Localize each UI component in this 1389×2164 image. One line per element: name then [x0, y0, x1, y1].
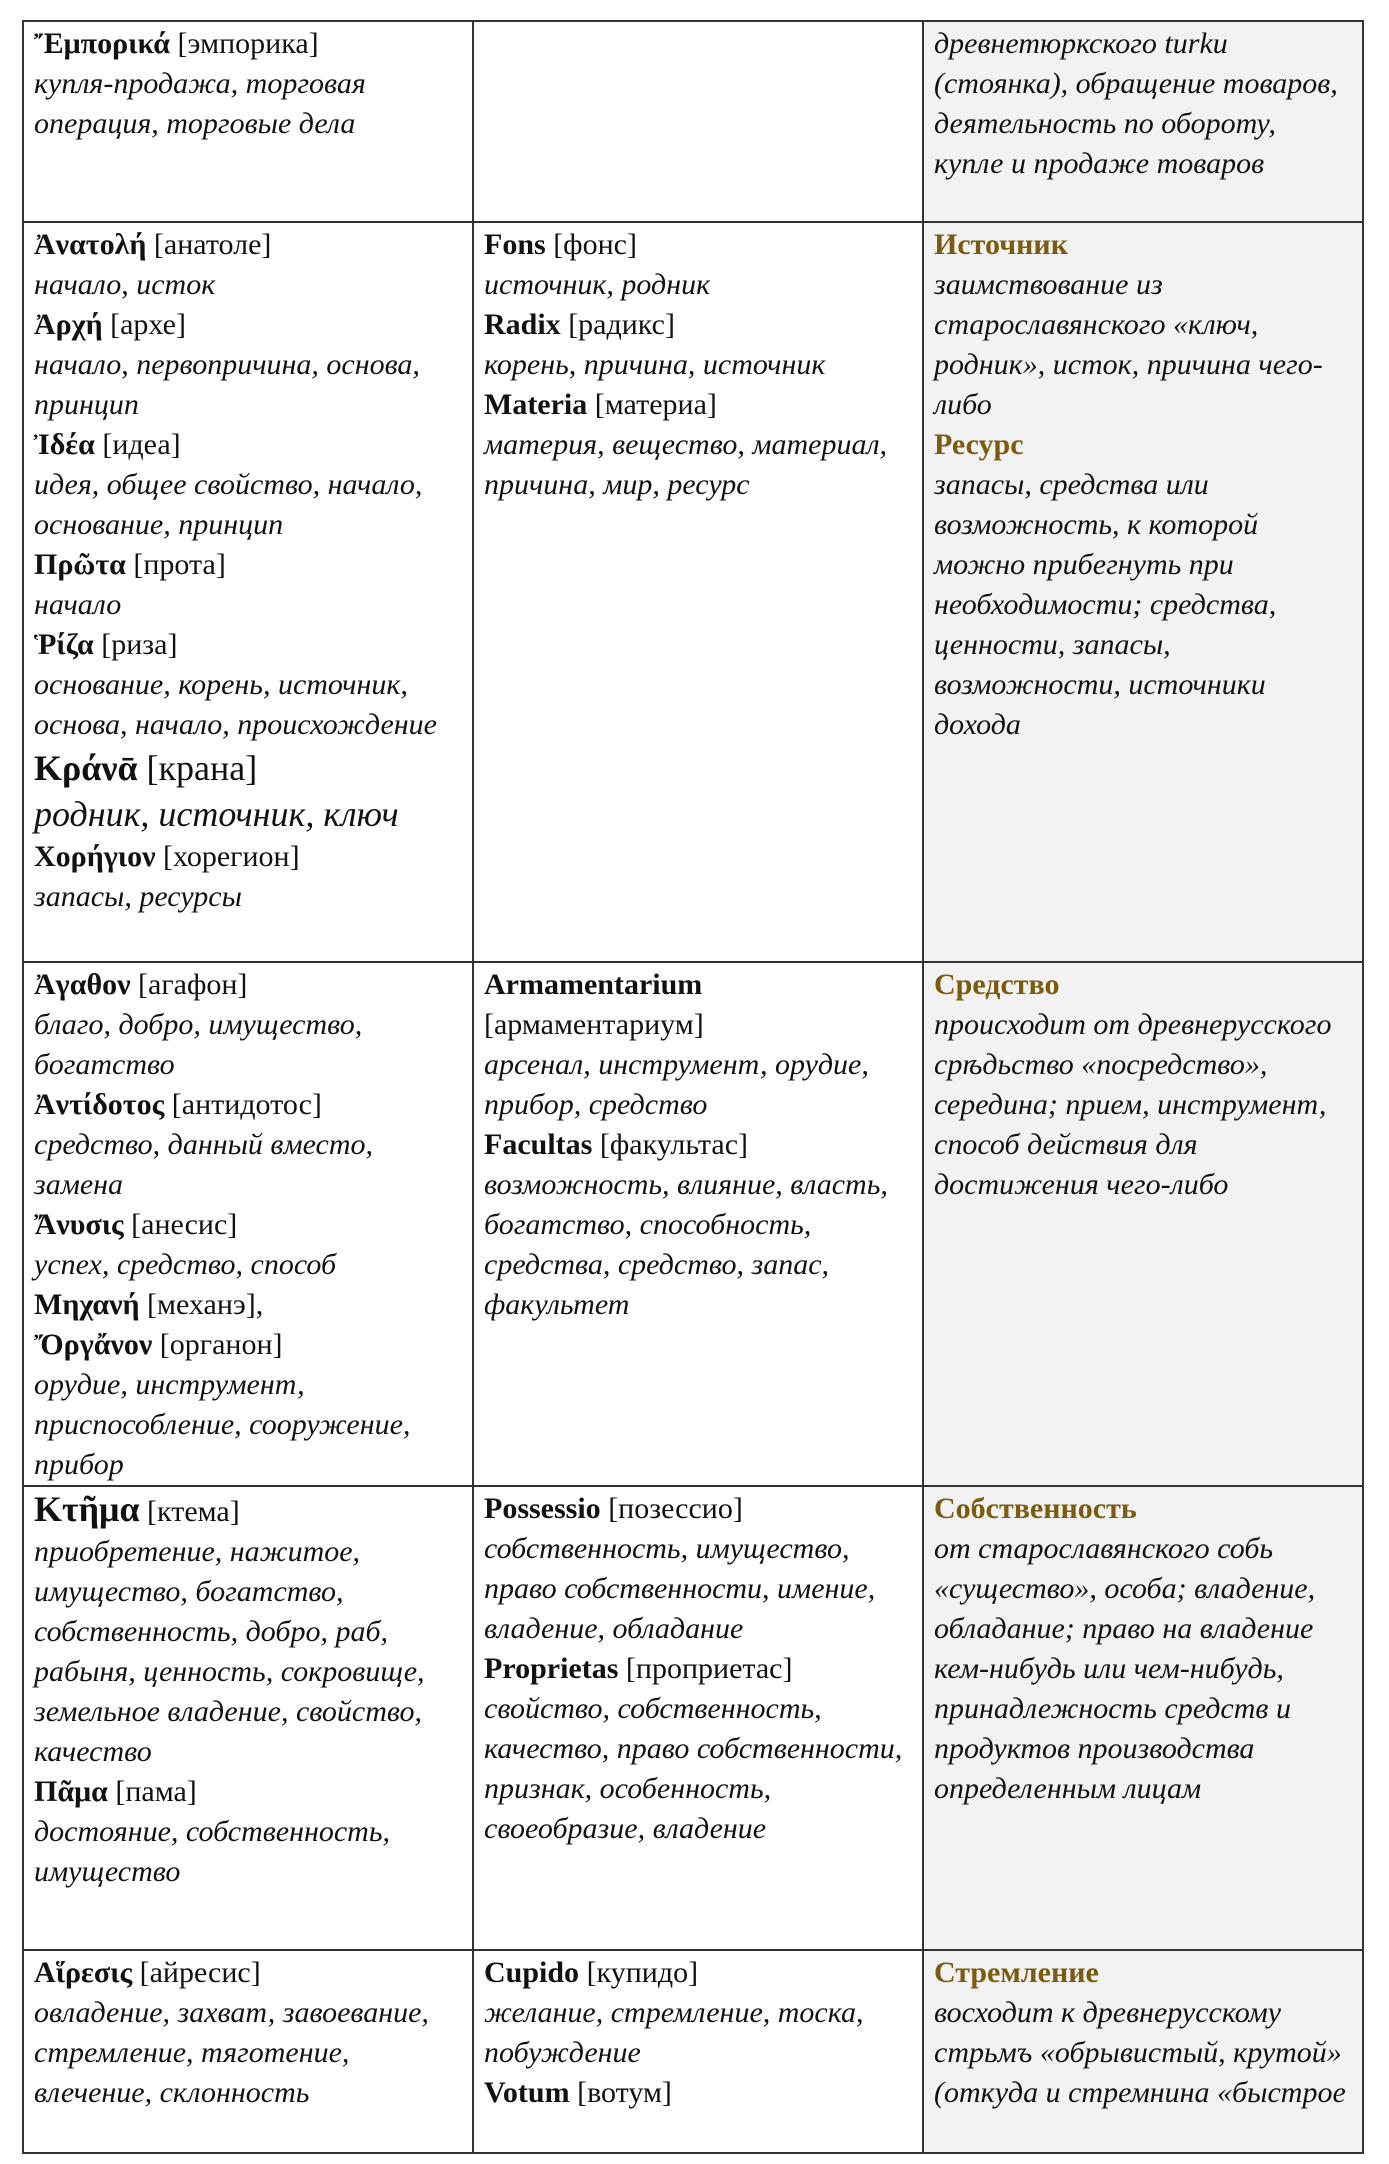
latin-term: Materia: [484, 388, 588, 421]
latin-gloss: свойство, собственность, качество, право собственности, признак, особенность, своеобразие, владение: [484, 1692, 903, 1845]
latin-entry: [484, 965, 912, 1005]
latin-cell: [473, 222, 923, 962]
latin-gloss: арсенал, инструмент, орудие, прибор, средство: [484, 1048, 869, 1121]
greek-translit: [идеа]: [102, 428, 181, 461]
latin-term: Fons: [484, 228, 546, 261]
greek-entry: [34, 1325, 462, 1365]
latin-term: Votum: [484, 2076, 570, 2109]
greek-translit: [антидотос]: [171, 1088, 322, 1121]
latin-term: Possessio: [484, 1492, 601, 1525]
greek-translit: [эмпорика]: [177, 27, 319, 60]
greek-translit: [механэ],: [147, 1288, 264, 1321]
greek-cell: [23, 21, 473, 222]
latin-translit: [армаментариум]: [484, 1008, 704, 1041]
greek-term: Ἔμπορικά: [34, 27, 171, 60]
latin-cell: [473, 1950, 923, 2153]
greek-gloss: начало: [34, 588, 122, 621]
latin-translit: [позессио]: [608, 1492, 743, 1525]
greek-term: Μηχανή: [34, 1288, 140, 1321]
latin-cell: [473, 1486, 923, 1950]
russian-cell: [923, 962, 1363, 1486]
greek-term: Κτῆμα: [34, 1489, 140, 1529]
greek-gloss: овладение, захват, завоевание, стремление, тяготение, влечение, склонность: [34, 1996, 429, 2109]
greek-gloss: начало, исток: [34, 268, 216, 301]
greek-gloss: средство, данный вместо, замена: [34, 1128, 373, 1201]
greek-entry: [34, 1205, 462, 1245]
russian-cell: [923, 1486, 1363, 1950]
russian-cell: [923, 21, 1363, 222]
latin-term: Facultas: [484, 1128, 593, 1161]
greek-term: Ἰδέα: [34, 428, 95, 461]
lexicon-table: [22, 20, 1364, 2154]
greek-cell: [23, 222, 473, 962]
table-row: [23, 222, 1363, 962]
table-row: [23, 962, 1363, 1486]
latin-translit: [фонс]: [553, 228, 637, 261]
greek-gloss: родник, источник, ключ: [34, 794, 399, 834]
latin-term: Proprietas: [484, 1652, 619, 1685]
table-row: [23, 1486, 1363, 1950]
greek-term: Πᾶμα: [34, 1775, 108, 1808]
greek-gloss: орудие, инструмент, приспособление, сооружение, прибор: [34, 1368, 411, 1481]
latin-entry: [484, 1489, 912, 1529]
latin-entry: [484, 1953, 912, 1993]
latin-term: Armamentarium: [484, 968, 703, 1001]
greek-entry: [34, 1489, 462, 1532]
greek-entry: [34, 625, 462, 665]
greek-term: Ἀγαθον: [34, 968, 131, 1001]
greek-gloss: успех, средство, способ: [34, 1248, 337, 1281]
russian-headword: Средство: [934, 968, 1060, 1001]
greek-gloss: купля-продажа, торговая операция, торговые дела: [34, 67, 366, 140]
greek-entry: [34, 745, 462, 791]
greek-entry: [34, 1085, 462, 1125]
greek-gloss: начало, первопричина, основа, принцип: [34, 348, 420, 421]
table-row: [23, 21, 1363, 222]
greek-translit: [прота]: [133, 548, 226, 581]
latin-gloss: собственность, имущество, право собственности, имение, владение, обладание: [484, 1532, 876, 1645]
greek-entry: [34, 545, 462, 585]
russian-description: запасы, средства или возможность, к которой можно прибегнуть при необходимости; средства, ценности, запасы, возможности, источники дохода: [934, 468, 1277, 741]
greek-entry: [34, 1285, 462, 1325]
latin-translit: [вотум]: [577, 2076, 672, 2109]
greek-term: Πρῶτα: [34, 548, 126, 581]
russian-headword: Ресурс: [934, 428, 1024, 461]
greek-gloss: достояние, собственность, имущество: [34, 1815, 390, 1888]
latin-entry: [484, 2073, 912, 2113]
greek-translit: [органон]: [159, 1328, 283, 1361]
greek-entry: [34, 837, 462, 877]
russian-description: происходит от древнерусского срѣдьство «посредство», середина; прием, инструмент, способ действия для достижения чего-либо: [934, 1008, 1332, 1201]
russian-cell: [923, 222, 1363, 962]
greek-entry: [34, 425, 462, 465]
greek-translit: [риза]: [101, 628, 178, 661]
greek-translit: [ктема]: [147, 1495, 240, 1528]
greek-term: Ὄργἄνον: [34, 1328, 153, 1361]
greek-cell: [23, 1950, 473, 2153]
latin-cell: [473, 962, 923, 1486]
latin-gloss: желание, стремление, тоска, побуждение: [484, 1996, 864, 2069]
table-row: [23, 1950, 1363, 2153]
greek-entry: [34, 1772, 462, 1812]
russian-description: восходит к древнерусскому стрьмъ «обрывистый, крутой» (откуда и стремнина «быстрое: [934, 1996, 1346, 2109]
latin-entry: [484, 225, 912, 265]
latin-cell: [473, 21, 923, 222]
greek-term: Αἵρεσις: [34, 1956, 133, 1989]
greek-translit: [айресис]: [139, 1956, 261, 1989]
russian-headword: Стремление: [934, 1956, 1099, 1989]
russian-headword: Собственность: [934, 1492, 1137, 1525]
greek-gloss: основание, корень, источник, основа, начало, происхождение: [34, 668, 437, 741]
latin-entry: [484, 1125, 912, 1165]
greek-entry: [34, 965, 462, 1005]
greek-cell: [23, 962, 473, 1486]
greek-translit: [крана]: [146, 748, 258, 788]
greek-entry: [34, 305, 462, 345]
latin-translit: [материа]: [594, 388, 717, 421]
greek-translit: [архе]: [110, 308, 186, 341]
greek-translit: [анесис]: [131, 1208, 238, 1241]
latin-gloss: корень, причина, источник: [484, 348, 826, 381]
greek-gloss: идея, общее свойство, начало, основание, принцип: [34, 468, 423, 541]
greek-translit: [пама]: [115, 1775, 197, 1808]
greek-gloss: благо, добро, имущество, богатство: [34, 1008, 363, 1081]
greek-entry: [34, 225, 462, 265]
latin-term: Radix: [484, 308, 561, 341]
russian-description: от старославянского собь «существо», особа; владение, обладание; право на владение кем-нибудь или чем-нибудь, принадлежность средств и продуктов производства определенным лицам: [934, 1532, 1316, 1805]
latin-entry: [484, 1649, 912, 1689]
greek-cell: [23, 1486, 473, 1950]
greek-term: Ἀνατολή: [34, 228, 147, 261]
latin-entry: [484, 305, 912, 345]
latin-gloss: источник, родник: [484, 268, 711, 301]
latin-entry: [484, 385, 912, 425]
latin-translit: [купидо]: [586, 1956, 699, 1989]
latin-gloss: материя, вещество, материал, причина, мир, ресурс: [484, 428, 888, 501]
greek-term: Ἀρχή: [34, 308, 103, 341]
greek-gloss: приобретение, нажитое, имущество, богатство, собственность, добро, раб, рабыня, ценность, сокровище, земельное владение, свойство, качество: [34, 1535, 425, 1768]
greek-entry: [34, 1953, 462, 1993]
russian-description: древнетюркского turku (стоянка), обращение товаров, деятельность по обороту, купле и продаже товаров: [934, 27, 1338, 180]
greek-term: Ἄνυσις: [34, 1208, 124, 1241]
russian-description: заимствование из старославянского «ключ, родник», исток, причина чего-либо: [934, 268, 1323, 421]
greek-translit: [хорегион]: [163, 840, 300, 873]
greek-term: Ἀντίδοτος: [34, 1088, 165, 1121]
greek-translit: [анатоле]: [153, 228, 272, 261]
greek-gloss: запасы, ресурсы: [34, 880, 242, 913]
russian-headword: Источник: [934, 228, 1068, 261]
greek-entry: [34, 24, 462, 64]
latin-translit: [факультас]: [599, 1128, 749, 1161]
greek-term: Χορήγιον: [34, 840, 156, 873]
latin-term: Cupido: [484, 1956, 580, 1989]
greek-term: Ῥίζα: [34, 628, 94, 661]
lexicon-table-body: [23, 21, 1363, 2153]
latin-translit: [проприетас]: [625, 1652, 793, 1685]
latin-translit: [радикс]: [568, 308, 675, 341]
latin-gloss: возможность, влияние, власть, богатство, способность, средства, средство, запас, факультет: [484, 1168, 888, 1321]
greek-term: Κράνᾱ: [34, 748, 138, 788]
russian-cell: [923, 1950, 1363, 2153]
greek-translit: [агафон]: [138, 968, 248, 1001]
